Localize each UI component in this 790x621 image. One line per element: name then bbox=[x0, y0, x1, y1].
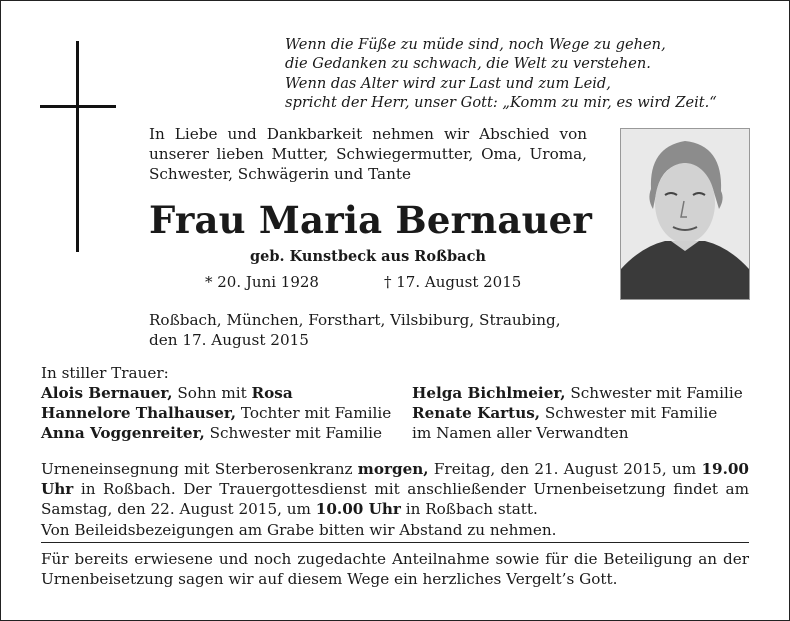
death-date: † 17. August 2015 bbox=[384, 273, 522, 291]
mourner-relation: im Namen aller Verwandten bbox=[412, 424, 629, 442]
mourner-entry bbox=[41, 403, 406, 423]
mourner-name: Renate Kartus, bbox=[412, 404, 541, 422]
poem bbox=[285, 35, 775, 112]
poem-line: die Gedanken zu schwach, die Welt zu verstehen. bbox=[285, 55, 651, 73]
mourner-partner: Rosa bbox=[251, 384, 293, 402]
poem-line: Wenn die Füße zu müde sind, noch Wege zu gehen, bbox=[285, 36, 666, 53]
poem-line: Wenn das Alter wird zur Last und zum Leid, bbox=[285, 74, 611, 92]
birth-name: geb. Kunstbeck aus Roßbach bbox=[250, 248, 486, 265]
birth-date: * 20. Juni 1928 bbox=[205, 273, 319, 291]
places-and-date: Roßbach, München, Forsthart, Vilsbiburg, Straubing, den 17. August 2015 bbox=[149, 311, 561, 349]
mourner-entry bbox=[41, 423, 406, 443]
mourner-name: Helga Bichlmeier, bbox=[412, 384, 566, 402]
mourners-right-column bbox=[412, 383, 762, 443]
mourner-entry bbox=[412, 383, 762, 403]
portrait-photo bbox=[620, 128, 750, 300]
mourner-relation: Schwester mit Familie bbox=[540, 404, 718, 422]
mourner-relation: Sohn mit bbox=[172, 384, 252, 402]
mourner-relation: Schwester mit Familie bbox=[204, 424, 382, 442]
mourner-entry bbox=[412, 423, 762, 443]
service-highlight: morgen, bbox=[357, 460, 429, 478]
mourner-name: Anna Voggenreiter, bbox=[41, 424, 205, 442]
deceased-name: Frau Maria Bernauer bbox=[149, 198, 593, 242]
intro-text: In Liebe und Dankbarkeit nehmen wir Abschied von unserer lieben Mutter, Schwiegermutter, Oma, Uroma, Schwester, Schwägerin und Tante bbox=[149, 125, 587, 183]
divider bbox=[41, 542, 749, 543]
service-details bbox=[41, 459, 749, 519]
service-time: 19.00 Uhr bbox=[41, 460, 749, 498]
service-text: Freitag, den 21. August 2015, um bbox=[428, 460, 702, 478]
service-text: in Roßbach statt. bbox=[400, 500, 538, 518]
thanks-text: Für bereits erwiesene und noch zugedachte Anteilnahme sowie für die Beteiligung an der Urnenbeisetzung sagen wir auf diesem Wege ein herzliches Vergelt’s Gott. bbox=[41, 550, 749, 588]
mourners-left-column bbox=[41, 383, 406, 443]
service-text: in Roßbach. Der Trauergottesdienst mit anschließender Urnenbeisetzung findet am Samstag, den 22. August 2015, um bbox=[41, 480, 749, 518]
cross-icon-bar bbox=[40, 105, 116, 108]
cross-icon bbox=[76, 41, 79, 252]
mourner-relation: Tochter mit Familie bbox=[236, 404, 392, 422]
mourning-heading: In stiller Trauer: bbox=[41, 364, 169, 382]
condolence-note: Von Beileidsbezeigungen am Grabe bitten wir Abstand zu nehmen. bbox=[41, 521, 557, 539]
mourner-entry bbox=[412, 403, 762, 423]
mourner-name: Alois Bernauer, bbox=[41, 384, 173, 402]
mourner-entry bbox=[41, 383, 406, 403]
mourner-relation: Schwester mit Familie bbox=[565, 384, 743, 402]
mourner-name: Hannelore Thalhauser, bbox=[41, 404, 237, 422]
service-text: Urneneinsegnung mit Sterberosenkranz bbox=[41, 460, 358, 478]
service-time: 10.00 Uhr bbox=[315, 500, 401, 518]
poem-line: spricht der Herr, unser Gott: „Komm zu mir, es wird Zeit.“ bbox=[285, 93, 717, 111]
